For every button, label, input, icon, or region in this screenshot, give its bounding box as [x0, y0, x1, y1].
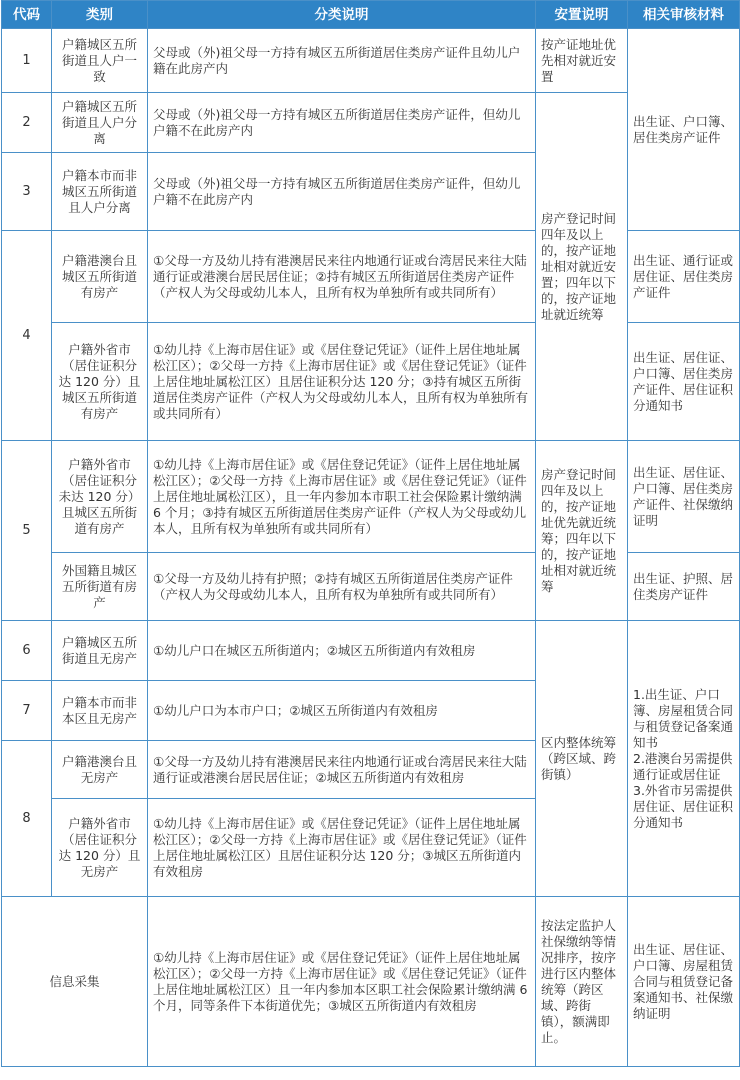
row-code: 2 [2, 93, 52, 153]
row-category: 户籍城区五所街道且人户分离 [52, 93, 148, 153]
row-placement: 房产登记时间四年及以上的，按产证地址优先就近统筹；四年以下的，按产证地址相对就近统筹 [536, 441, 628, 621]
row-code: 8 [2, 741, 52, 897]
row-materials: 出生证、通行证或居住证、居住类房产证件 [628, 231, 740, 323]
row-category: 户籍港澳台且无房产 [52, 741, 148, 799]
row-category: 户籍外省市（居住证积分达 120 分）且城区五所街道有房产 [52, 323, 148, 441]
row-code: 5 [2, 441, 52, 621]
row-category: 户籍本市而非本区且无房产 [52, 681, 148, 741]
row-category: 外国籍且城区五所街道有房产 [52, 553, 148, 621]
row-materials: 出生证、护照、居住类房产证件 [628, 553, 740, 621]
row-code: 1 [2, 29, 52, 93]
row-description: ①幼儿持《上海市居住证》或《居住登记凭证》（证件上居住地址属松江区）；②父母一方持《上海市居住证》或《居住登记凭证》（证件上居住地址属松江区）且居住证积分达 120 分；③持有城区五所街道居住类房产证件（产权人为父母或幼儿本人，且所有权为单独所有或共同所有） [148, 323, 536, 441]
row-description: 父母或（外)祖父母一方持有城区五所街道居住类房产证件，但幼儿户籍不在此房产内 [148, 93, 536, 153]
header-category: 类别 [52, 1, 148, 29]
row-placement: 按产证地址优先相对就近安置 [536, 29, 628, 93]
row-placement: 房产登记时间四年及以上的，按产证地址相对就近安置；四年以下的，按产证地址就近统筹 [536, 93, 628, 441]
row-category: 户籍外省市（居住证积分未达 120 分）且城区五所街道有房产 [52, 441, 148, 553]
table-row [2, 29, 740, 93]
row-description: ①父母一方及幼儿持有护照；②持有城区五所街道居住类房产证件（产权人为父母或幼儿本人，且所有权为单独所有或共同所有） [148, 553, 536, 621]
header-materials: 相关审核材料 [628, 1, 740, 29]
row-description: ①幼儿户口为本市户口；②城区五所街道内有效租房 [148, 681, 536, 741]
row-code: 7 [2, 681, 52, 741]
header-placement: 安置说明 [536, 1, 628, 29]
row-materials: 出生证、居住证、户口簿、居住类房产证件、社保缴纳证明 [628, 441, 740, 553]
row-placement: 按法定监护人社保缴纳等情况排序，按序进行区内整体统筹（跨区域、跨街镇），额满即止。 [536, 897, 628, 1067]
row-category: 户籍本市而非城区五所街道且人户分离 [52, 153, 148, 231]
header-code: 代码 [2, 1, 52, 29]
row-materials: 出生证、居住证、户口簿、房屋租赁合同与租赁登记备案通知书、社保缴纳证明 [628, 897, 740, 1067]
row-materials: 出生证、户口簿、居住类房产证件 [628, 29, 740, 231]
row-code: 6 [2, 621, 52, 681]
row-materials: 1.出生证、户口簿、房屋租赁合同与租赁登记备案通知书 2.港澳台另需提供通行证或居住证 3.外省市另需提供居住证、居住证积分通知书 [628, 621, 740, 897]
row-materials: 出生证、居住证、户口簿、居住类房产证件、居住证积分通知书 [628, 323, 740, 441]
table-row [2, 621, 740, 681]
row-code: 4 [2, 231, 52, 441]
table-row [2, 323, 740, 441]
row-description: ①父母一方及幼儿持有港澳居民来往内地通行证或台湾居民来往大陆通行证或港澳台居民居住证；②持有城区五所街道居住类房产证件（产权人为父母或幼儿本人，且所有权为单独所有或共同所有） [148, 231, 536, 323]
row-description: ①幼儿户口在城区五所街道内；②城区五所街道内有效租房 [148, 621, 536, 681]
row-description: 父母或（外)祖父母一方持有城区五所街道居住类房产证件且幼儿户籍在此房产内 [148, 29, 536, 93]
row-category: 信息采集 [2, 897, 148, 1067]
table-row [2, 553, 740, 621]
table-row [2, 441, 740, 553]
header-description: 分类说明 [148, 1, 536, 29]
row-description: ①父母一方及幼儿持有港澳居民来往内地通行证或台湾居民来往大陆通行证或港澳台居民居住证；②城区五所街道内有效租房 [148, 741, 536, 799]
row-category: 户籍城区五所街道且人户一致 [52, 29, 148, 93]
row-description: 父母或（外)祖父母一方持有城区五所街道居住类房产证件，但幼儿户籍不在此房产内 [148, 153, 536, 231]
table-row [2, 231, 740, 323]
row-description: ①幼儿持《上海市居住证》或《居住登记凭证》（证件上居住地址属松江区）；②父母一方持《上海市居住证》或《居住登记凭证》（证件上居住地址属松江区）且居住证积分达 120 分；③城区五所街道内有效租房 [148, 799, 536, 897]
row-description: ①幼儿持《上海市居住证》或《居住登记凭证》（证件上居住地址属松江区）；②父母一方持《上海市居住证》或《居住登记凭证》（证件上居住地址属松江区），且一年内参加本市职工社会保险累计缴纳满 6 个月；③持有城区五所街道居住类房产证件（产权人为父母或幼儿本人，且所有权为单独所有或共同所有） [148, 441, 536, 553]
row-description: ①幼儿持《上海市居住证》或《居住登记凭证》（证件上居住地址属松江区）；②父母一方持《上海市居住证》或《居住登记凭证》（证件上居住地址属松江区）且一年内参加本区职工社会保险累计缴纳满 6 个月，同等条件下本街道优先；③城区五所街道内有效租房 [148, 897, 536, 1067]
row-category: 户籍外省市（居住证积分达 120 分）且无房产 [52, 799, 148, 897]
policy-table [1, 0, 740, 1067]
table-row [2, 897, 740, 1067]
row-category: 户籍城区五所街道且无房产 [52, 621, 148, 681]
table-header-row [2, 1, 740, 29]
row-code: 3 [2, 153, 52, 231]
row-placement: 区内整体统筹（跨区域、跨街镇） [536, 621, 628, 897]
row-category: 户籍港澳台且城区五所街道有房产 [52, 231, 148, 323]
